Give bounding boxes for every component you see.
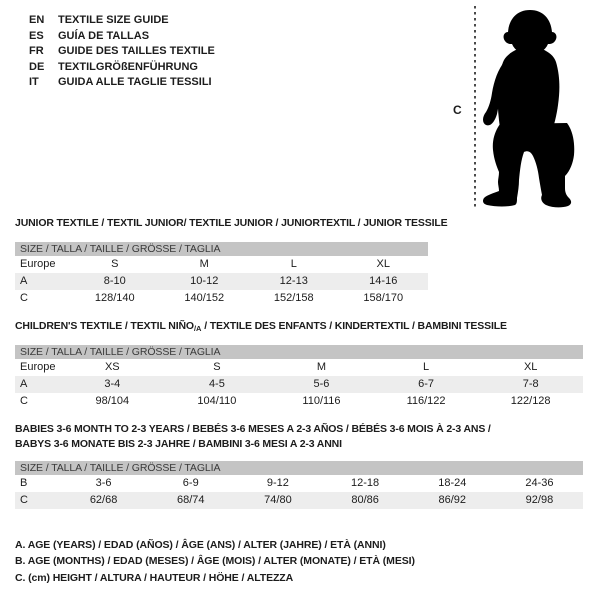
size-cell: 98/104 (95, 395, 130, 407)
size-bar: SIZE / TALLA / TAILLE / GRÖSSE / TAGLIA (15, 242, 428, 256)
footnote: C. (cm) HEIGHT / ALTURA / HAUTEUR / HÖHE / ALTEZZA (15, 571, 294, 584)
footnote: B. AGE (MONTHS) / EDAD (MESES) / ÂGE (MOIS) / ALTER (MONATE) / ETÀ (MESI) (15, 555, 415, 568)
size-cell: M (316, 361, 327, 373)
size-cell: 3-6 (95, 477, 112, 489)
language-row (29, 60, 215, 76)
size-cell: 6-7 (418, 378, 435, 390)
size-cell: 86/92 (438, 494, 467, 506)
language-row (29, 13, 215, 29)
row-label: A (20, 275, 28, 287)
language-code: ES (29, 29, 44, 42)
size-cell: 24-36 (525, 477, 554, 489)
size-cell: 14-16 (369, 275, 398, 287)
size-cell: L (423, 361, 430, 373)
size-cell: 74/80 (264, 494, 292, 506)
row-label: C (20, 494, 28, 506)
language-code: DE (29, 60, 45, 73)
heading-text: / TEXTILE DES ENFANTS / KINDERTEXTIL / BAMBINI TESSILE (201, 320, 507, 332)
language-title: GUIDE DES TAILLES TEXTILE (58, 45, 215, 57)
language-title: TEXTILE SIZE GUIDE (58, 14, 169, 26)
size-cell: 12-13 (279, 275, 308, 287)
size-cell: 116/122 (406, 395, 446, 407)
size-cell: 6-9 (182, 477, 199, 489)
size-cell: 92/98 (525, 494, 554, 506)
size-cell: S (111, 258, 119, 270)
language-code: EN (29, 14, 45, 26)
size-cell: 110/116 (302, 395, 341, 407)
table-row (15, 492, 583, 509)
size-cell: 18-24 (438, 477, 467, 489)
size-cell: 104/110 (197, 395, 237, 407)
size-cell: M (199, 258, 209, 270)
row-label: Europe (20, 258, 56, 270)
row-label: A (20, 378, 28, 390)
language-code: FR (29, 45, 44, 57)
language-list (29, 13, 215, 91)
size-cell: 9-12 (266, 477, 289, 489)
table-row (15, 393, 583, 410)
size-cell: 7-8 (522, 378, 539, 390)
table-row (15, 256, 428, 273)
size-cell: 128/140 (94, 292, 135, 304)
section-heading-children (15, 319, 507, 336)
language-code: IT (29, 76, 39, 88)
size-cell: 122/128 (510, 395, 551, 407)
table-row (15, 290, 428, 307)
size-cell: 10-12 (190, 275, 219, 287)
heading-subscript: /A (193, 324, 202, 333)
language-title: GUÍA DE TALLAS (58, 29, 150, 42)
heading-text: CHILDREN'S TEXTILE / TEXTIL NIÑO (15, 320, 194, 332)
language-row (29, 29, 215, 45)
language-title: GUIDA ALLE TAGLIE TESSILI (58, 76, 212, 88)
language-title: TEXTILGRÖßENFÜHRUNG (58, 60, 198, 73)
row-label: B (20, 477, 28, 489)
footnotes (15, 537, 415, 586)
size-cell: XS (104, 361, 120, 373)
baby-silhouette-icon (483, 10, 574, 207)
heading-line-2: BABYS 3-6 MONATE BIS 2-3 JAHRE / BAMBINI 3-6 MESI A 2-3 ANNI (15, 438, 342, 450)
size-cell: 3-4 (104, 378, 121, 390)
size-cell: 5-6 (313, 378, 330, 390)
size-cell: 62/68 (89, 494, 118, 506)
height-measure-label: C (453, 103, 462, 117)
size-cell: 8-10 (103, 275, 126, 287)
babies-size-table (15, 461, 583, 509)
section-heading-junior: JUNIOR TEXTILE / TEXTIL JUNIOR/ TEXTILE JUNIOR / JUNIORTEXTIL / JUNIOR TESSILE (15, 217, 448, 229)
table-row (15, 475, 583, 492)
junior-size-table (15, 242, 428, 307)
size-cell: 158/170 (363, 292, 404, 304)
language-row (29, 75, 215, 91)
size-cell: L (290, 258, 297, 270)
baby-figure (470, 4, 582, 210)
size-table-body (15, 475, 583, 509)
language-row (29, 44, 215, 60)
size-cell: XL (523, 361, 538, 373)
table-row (15, 359, 583, 376)
section-heading-babies (15, 422, 491, 452)
row-label: C (20, 395, 28, 407)
heading-line-1: BABIES 3-6 MONTH TO 2-3 YEARS / BEBÉS 3-6 MESES A 2-3 AÑOS / BÉBÉS 3-6 MOIS À 2-3 ANS / (15, 423, 491, 435)
size-cell: 68/74 (176, 494, 205, 506)
size-cell: XL (376, 258, 390, 270)
size-cell: 80/86 (351, 494, 379, 506)
size-bar: SIZE / TALLA / TAILLE / GRÖSSE / TAGLIA (15, 345, 583, 359)
size-cell: 152/158 (273, 292, 314, 304)
row-label: C (20, 292, 28, 304)
table-row (15, 376, 583, 393)
size-cell: 4-5 (208, 378, 225, 390)
size-bar: SIZE / TALLA / TAILLE / GRÖSSE / TAGLIA (15, 461, 583, 475)
table-row (15, 273, 428, 290)
size-cell: 140/152 (184, 292, 225, 304)
size-cell: S (213, 361, 221, 373)
size-table-body (15, 256, 428, 307)
children-size-table (15, 345, 583, 410)
row-label: Europe (20, 361, 56, 373)
size-cell: 12-18 (351, 477, 380, 489)
footnote: A. AGE (YEARS) / EDAD (AÑOS) / ÂGE (ANS) / ALTER (JAHRE) / ETÀ (ANNI) (15, 539, 386, 551)
size-table-body (15, 359, 583, 410)
